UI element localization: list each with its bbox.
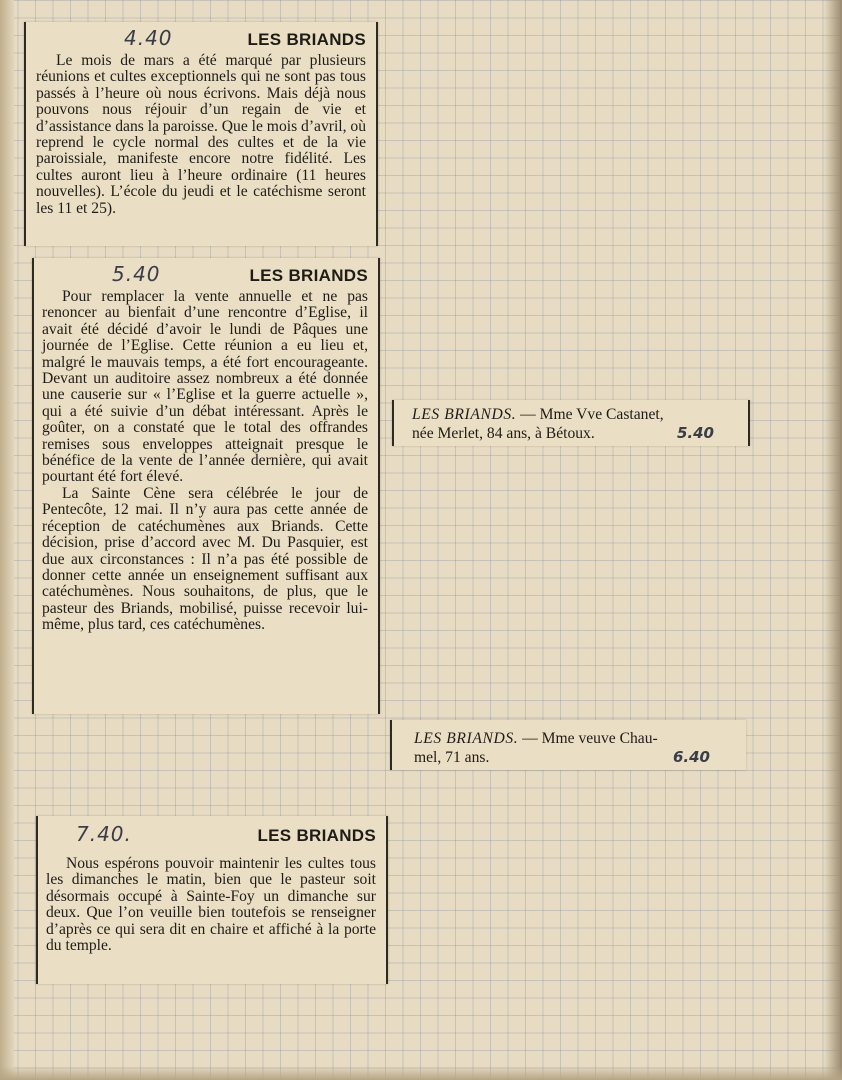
notice-text: — Mme Vve Castanet, [516, 406, 664, 423]
handwritten-date: 6.40 [672, 748, 710, 766]
clipping-title: LES BRIANDS [257, 826, 376, 845]
notice-text: — Mme veuve Chau- [518, 730, 658, 747]
death-notice-castanet [392, 400, 750, 446]
clipping-april [24, 22, 378, 246]
clipping-july [36, 816, 388, 984]
notice-line-2 [412, 424, 740, 443]
clipping-header [42, 262, 374, 286]
clipping-text [36, 53, 366, 217]
paragraph: La Sainte Cène sera célébrée le jour de Pentecôte, 12 mai. Il n’y aura pas cette année de réception de catéchumènes aux Briands. Cette décision, prise d’accord avec M. Du Pasquier, est due aux circonstances : Il n’a pas été possible de donner cette année un enseignement suffisant aux catéchumènes. Nous souhaitons, de plus, que le pasteur des Briands, mobilisé, puisse recevoir lui-même, plus tard, ces catéchumènes. [42, 484, 368, 634]
notebook-page-edge [824, 0, 842, 1080]
paragraph: Le mois de mars a été marqué par plusieurs réunions et cultes exceptionnels qui ne sont pas tous passés à l’heure où nous écrivons. Mais déjà nous pouvons nous réjouir d’un regain de vie et d’assistance dans la paroisse. Que le mois d’avril, où reprend le cycle normal des cultes et de la vie paroissiale, manifeste encore notre fidélité. Les cultes auront lieu à l’heure ordinaire (11 heures nouvelles). L’école du jeudi et le catéchisme seront les 11 et 25). [36, 52, 366, 217]
notebook-bottom-edge [0, 1066, 842, 1080]
clipping-title: LES BRIANDS [249, 266, 368, 285]
paragraph: Nous espérons pouvoir maintenir les cultes tous les dimanches le matin, bien que le pasteur soit désormais occupé à Sainte-Foy un dimanche sur deux. Que l’on veuille bien toutefois se renseigner d’après ce qui sera dit en chaire et affiché à la porte du temple. [46, 855, 376, 955]
handwritten-date: 7.40. [76, 822, 132, 846]
death-notice-chaumel [390, 720, 746, 770]
notice-parish-name: LES BRIANDS. [414, 730, 519, 747]
handwritten-date: 5.40 [112, 262, 161, 286]
notebook-binding-edge [0, 0, 14, 1080]
clipping-header [46, 822, 382, 846]
notice-line-1 [414, 730, 738, 748]
handwritten-date: 4.40 [124, 26, 173, 50]
clipping-may [32, 258, 380, 714]
notice-line-1 [412, 406, 740, 424]
paragraph: Pour remplacer la vente annuelle et ne pas renoncer au bienfait d’une rencontre d’Eglise, il avait été décidé d’avoir le lundi de Pâques une journée de l’Eglise. Cette réunion a eu lieu et, malgré le mauvais temps, a été fort encourageante. Devant un auditoire assez nombreux a été donnée une causerie sur « l’Eglise et la guerre actuelle », qui a été suivie d’un débat intéressant. Après le goûter, on a constaté que le total des offrandes remises sous enveloppes atteignait presque le bénéfice de la vente de l’année dernière, qui avait pourtant été fort élevé. [42, 288, 368, 486]
handwritten-date: 5.40 [676, 424, 714, 442]
notice-line-2 [414, 748, 738, 767]
clipping-text [46, 856, 376, 954]
notice-text: mel, 71 ans. [414, 749, 490, 766]
clipping-title: LES BRIANDS [247, 30, 366, 49]
clipping-text [42, 289, 368, 634]
clipping-header [36, 26, 372, 50]
notice-parish-name: LES BRIANDS. [412, 406, 517, 423]
notice-text: née Merlet, 84 ans, à Bétoux. [412, 425, 595, 442]
